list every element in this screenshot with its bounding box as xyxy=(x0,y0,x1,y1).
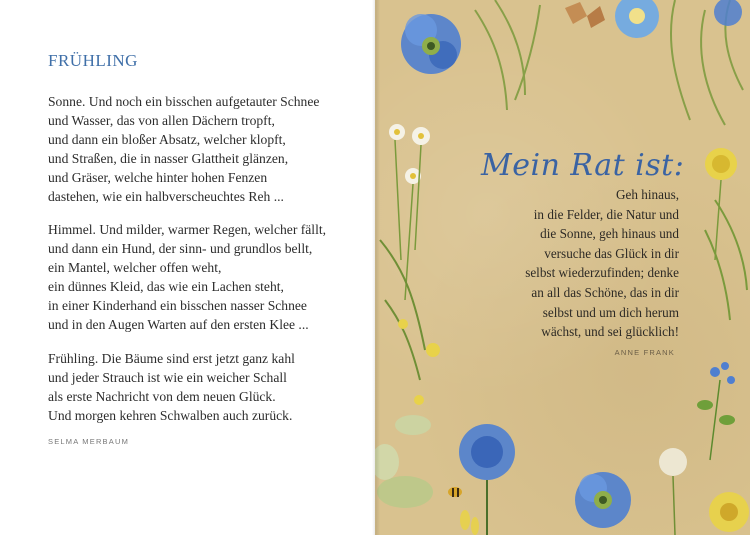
poem-line: ein dünnes Kleid, das wie ein Lachen steht, xyxy=(48,279,284,294)
quote-line: die Sonne, geh hinaus und xyxy=(540,226,679,242)
daisies-left-icon xyxy=(389,124,430,300)
small-blue-flowers-right-icon xyxy=(697,362,735,460)
leaves-bottom-left-icon xyxy=(375,415,433,508)
light-blue-flower-top-right-icon xyxy=(615,0,742,38)
poem-line: Himmel. Und milder, warmer Regen, welcher fällt, xyxy=(48,222,327,237)
blue-poppy-top-left-icon xyxy=(401,14,461,74)
quote-line: Geh hinaus, xyxy=(616,187,679,202)
poem-line: dastehen, wie ein halbverscheuchtes Reh ... xyxy=(48,189,284,204)
poem-stanza-3 xyxy=(48,349,358,425)
book-gutter-shadow xyxy=(372,0,380,535)
blue-poppy-bottom-icon xyxy=(575,472,631,528)
poem-stanza-1 xyxy=(48,92,358,206)
poem-line: Sonne. Und noch ein bisschen aufgetauter Schnee xyxy=(48,94,320,109)
quote-author: ANNE FRANK xyxy=(614,348,675,357)
poem-line: und dann ein bloßer Absatz, welcher klopft, xyxy=(48,132,286,147)
quote-body xyxy=(483,185,679,342)
poem-title: FRÜHLING xyxy=(48,51,138,70)
ferns-left-icon xyxy=(380,240,425,380)
poem-stanza-2 xyxy=(48,220,358,334)
bee-icon xyxy=(448,487,462,497)
poem-author: SELMA MERBAUM xyxy=(48,437,130,446)
yellow-dandelion-right-icon xyxy=(705,148,747,320)
poem-line: als erste Nachricht von dem neuen Glück. xyxy=(48,389,276,404)
poem-line: und dann ein Hund, der sinn- und grundlos bellt, xyxy=(48,241,313,256)
poem-line: und Straßen, die in nasser Glattheit glänzen, xyxy=(48,151,289,166)
yellow-flower-bottom-right-icon xyxy=(709,492,749,532)
poem-line: und jeder Strauch ist wie ein weicher Schall xyxy=(48,370,287,385)
quote-heading: Mein Rat ist: xyxy=(481,148,685,183)
yellow-grass-bottom-icon xyxy=(460,510,479,535)
quote-line: an all das Schöne, das in dir xyxy=(531,284,679,300)
poem-line: Frühling. Die Bäume sind erst jetzt ganz kahl xyxy=(48,351,295,366)
poem-line: und Wasser, das von allen Dächern tropft, xyxy=(48,113,275,128)
right-page xyxy=(375,0,750,535)
poem-line: und in den Augen Warten auf den ersten Klee ... xyxy=(48,317,309,332)
quote-line: selbst und um dich herum xyxy=(542,304,679,320)
butterfly-icon xyxy=(565,2,605,28)
poem-line: und Gräser, welche hinter hohen Fenzen xyxy=(48,170,268,185)
poem-line: in einer Kinderhand ein bisschen nasser Schnee xyxy=(48,298,307,313)
white-clover-icon xyxy=(659,448,687,535)
quote-line: versuche das Glück in dir xyxy=(544,245,679,261)
quote-line: wächst, und sei glücklich! xyxy=(541,324,679,340)
quote-line: selbst wiederzufinden; denke xyxy=(525,265,679,281)
grass-sprigs-top-icon xyxy=(475,0,743,125)
quote-line: in die Felder, die Natur und xyxy=(533,206,679,222)
poem-line: Und morgen kehren Schwalben auch zurück. xyxy=(48,408,293,423)
poem-line: ein Mantel, welcher offen weht, xyxy=(48,260,222,275)
